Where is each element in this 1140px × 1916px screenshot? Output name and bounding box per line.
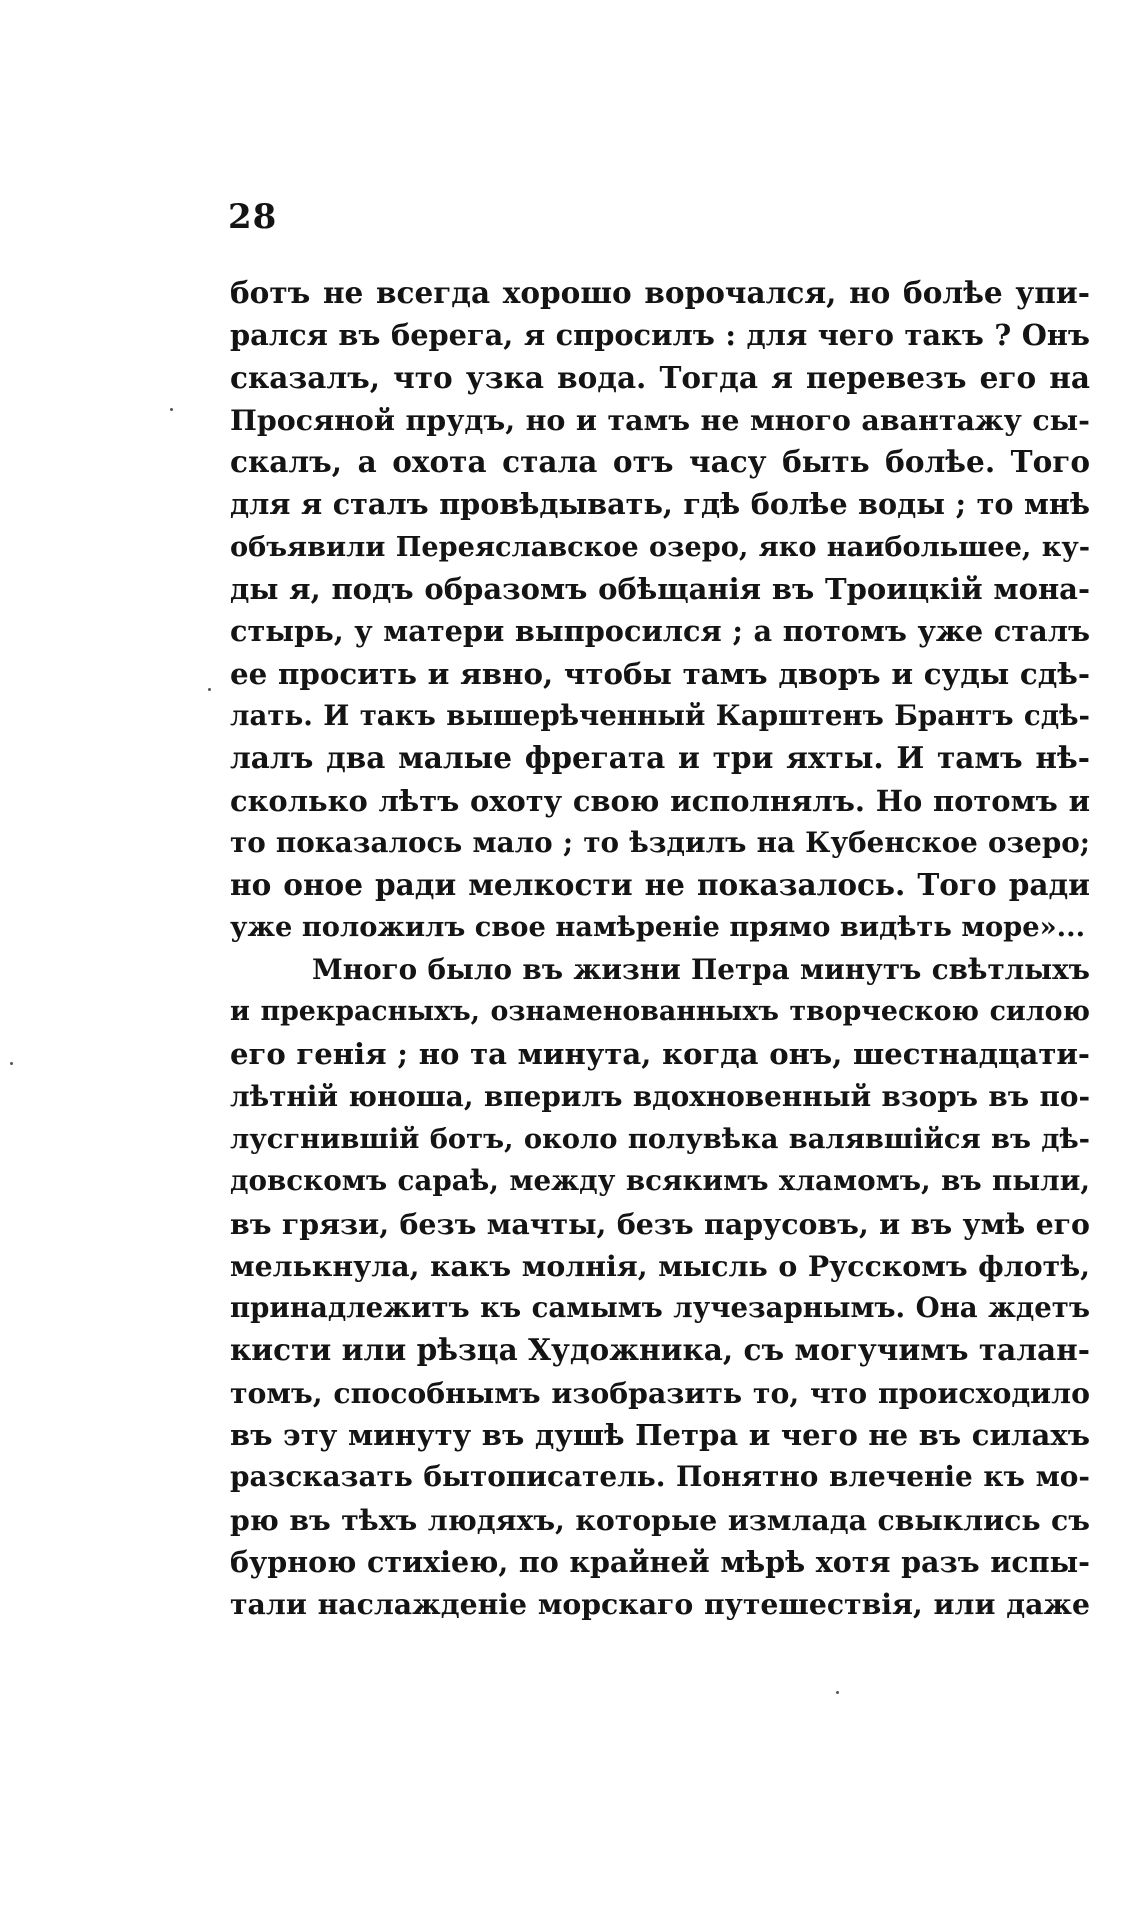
text-line: сказалъ, что узка вода. Тогда я перевезъ его на	[230, 359, 1090, 395]
text-line: лалъ два малые фрегата и три яхты. И тамъ нѣ-	[230, 740, 1090, 776]
text-line: разсказать бытописатель. Понятно влеченіе къ мо-	[230, 1460, 1090, 1494]
text-line: сколько лѣтъ охоту свою исполнялъ. Но потомъ и	[230, 783, 1090, 818]
text-line: стырь, у матери выпросился ; а потомъ уже сталъ	[230, 614, 1090, 649]
text-line: но оное ради мелкости не показалось. Того ради	[230, 867, 1090, 903]
text-line: лѣтній юноша, вперилъ вдохновенный взоръ въ по-	[230, 1079, 1090, 1113]
text-line: мелькнула, какъ молнія, мысль о Русскомъ флотѣ,	[230, 1248, 1090, 1283]
scan-speck	[208, 688, 211, 691]
body-text	[230, 272, 1090, 1626]
text-line: бурною стихіею, по крайней мѣрѣ хотя разъ испы-	[230, 1544, 1090, 1579]
scan-speck	[170, 408, 173, 411]
text-line: тали наслажденіе морскаго путешествія, или даже	[230, 1587, 1090, 1622]
text-line: рю въ тѣхъ людяхъ, которые измлада свыклись съ	[230, 1502, 1090, 1537]
text-line: объявили Переяславское озеро, яко наибольшее, ку-	[230, 530, 1090, 563]
text-line: кисти или рѣзца Художника, съ могучимъ талан-	[230, 1332, 1090, 1368]
text-line: принадлежитъ къ самымъ лучезарнымъ. Она ждетъ	[230, 1292, 1090, 1325]
text-line: и прекрасныхъ, ознаменованныхъ творческою силою	[230, 996, 1090, 1028]
text-line: ды я, подъ образомъ обѣщанія въ Троицкій мона-	[230, 572, 1090, 607]
text-line: въ эту минуту въ душѣ Петра и чего не въ силахъ	[230, 1418, 1090, 1453]
text-line: для я сталъ провѣдывать, гдѣ болѣе воды ; то мнѣ	[230, 487, 1090, 522]
text-line: довскомъ сараѣ, между всякимъ хламомъ, въ пыли,	[230, 1164, 1090, 1198]
scan-speck	[10, 1062, 13, 1065]
text-line: его генія ; но та минута, когда онъ, шестнадцати-	[230, 1037, 1090, 1072]
text-line: въ грязи, безъ мачты, безъ парусовъ, и въ умѣ его	[230, 1206, 1090, 1241]
paragraph-start-line: Много было въ жизни Петра минутъ свѣтлыхъ	[312, 952, 1090, 986]
text-line: ботъ не всегда хорошо ворочался, но болѣе упи-	[230, 275, 1090, 310]
text-line: рался въ берега, я спросилъ : для чего такъ ? Онъ	[230, 318, 1090, 353]
text-line: ее просить и явно, чтобы тамъ дворъ и суды сдѣ-	[230, 655, 1090, 691]
text-line: то показалось мало ; то ѣздилъ на Кубенское озеро;	[230, 825, 1090, 859]
text-line: томъ, способнымъ изобразить то, что происходило	[230, 1375, 1090, 1410]
text-line: лусгнившій ботъ, около полувѣка валявшійся въ дѣ-	[230, 1122, 1090, 1155]
paragraph-end-line: уже положилъ свое намѣреніе прямо видѣть море»...	[230, 911, 1086, 944]
text-line: Просяной прудъ, но и тамъ не много авантажу сы-	[230, 402, 1090, 437]
text-line: скалъ, а охота стала отъ часу быть болѣе. Того	[230, 444, 1090, 480]
text-line: лать. И такъ вышерѣченный Карштенъ Брантъ сдѣ-	[230, 698, 1090, 732]
page-number: 28	[228, 197, 278, 237]
scan-speck	[836, 1691, 839, 1694]
